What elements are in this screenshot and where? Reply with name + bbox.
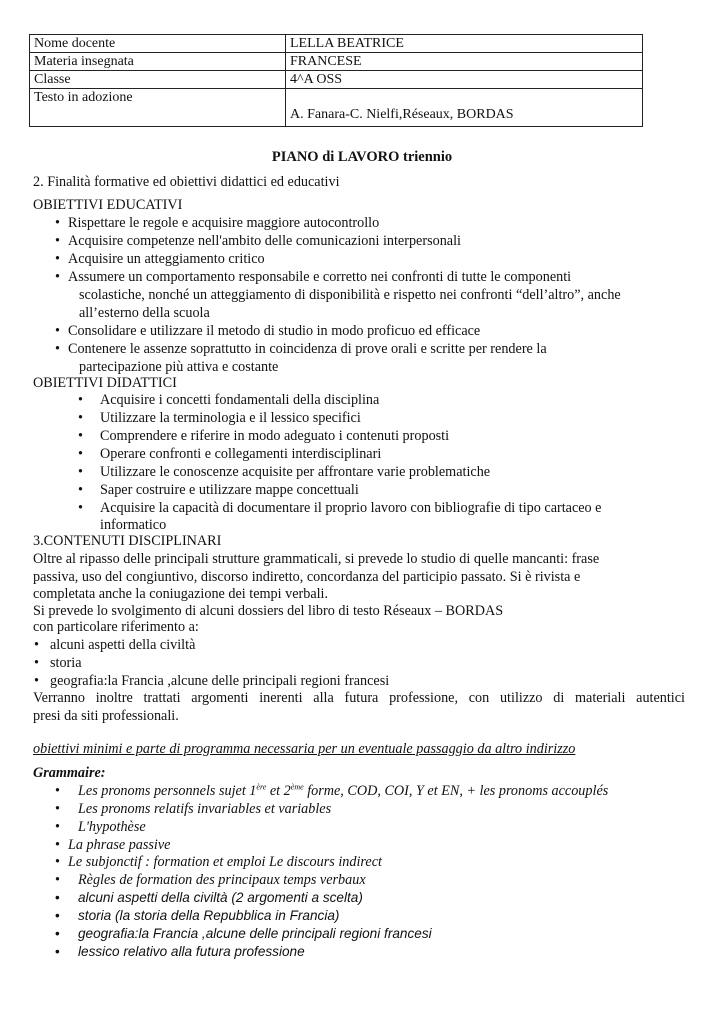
section-heading: 2. Finalità formative ed obiettivi didattici ed educativi [33, 174, 340, 190]
table-key: Nome docente [30, 35, 286, 53]
list-item: • geografia:la Francia ,alcune delle principali regioni francesi [34, 673, 390, 689]
list-item: • Acquisire un atteggiamento critico [55, 251, 265, 267]
bullet-icon: • [55, 854, 60, 870]
bullet-icon: • [34, 637, 39, 653]
bullet-icon: • [55, 323, 60, 339]
bullet-icon: • [55, 341, 60, 357]
paragraph-line: completata anche la coniugazione dei tempi verbali. [33, 586, 329, 602]
list-item: • lessico relativo alla futura professione [55, 944, 305, 959]
list-item: • Règles de formation des principaux temps verbaux [55, 872, 366, 888]
list-item: • Acquisire i concetti fondamentali della disciplina [78, 392, 380, 408]
page-title: PIANO di LAVORO triennio [271, 149, 453, 165]
list-item: • La phrase passive [55, 837, 171, 853]
bullet-icon: • [55, 215, 60, 231]
table-row [30, 71, 643, 89]
list-item: • Utilizzare le conoscenze acquisite per affrontare varie problematiche [78, 464, 491, 480]
table-value: LELLA BEATRICE [286, 35, 643, 53]
bullet-icon: • [78, 428, 83, 444]
list-item-continuation: informatico [100, 517, 167, 533]
bullet-icon: • [55, 890, 60, 905]
table-key: Classe [30, 71, 286, 89]
table-row [30, 53, 643, 71]
list-item: • Operare confronti e collegamenti interdisciplinari [78, 446, 382, 462]
list-item: • L'hypothèse [55, 819, 146, 835]
educativi-heading: OBIETTIVI EDUCATIVI [33, 197, 183, 213]
bullet-icon: • [55, 233, 60, 249]
paragraph-line: Oltre al ripasso delle principali strutture grammaticali, si prevede lo studio di quelle mancanti: frase [33, 551, 600, 567]
list-item: • alcuni aspetti della civiltà (2 argomenti a scelta) [55, 890, 363, 905]
info-table [29, 34, 643, 127]
bullet-icon: • [78, 464, 83, 480]
bullet-icon: • [55, 269, 60, 285]
bullet-icon: • [55, 801, 60, 817]
bullet-icon: • [55, 251, 60, 267]
bullet-icon: • [78, 446, 83, 462]
table-key: Testo in adozione [30, 89, 286, 127]
didattici-heading: OBIETTIVI DIDATTICI [33, 375, 177, 391]
bullet-icon: • [55, 837, 60, 853]
bullet-icon: • [78, 410, 83, 426]
list-item: • alcuni aspetti della civiltà [34, 637, 196, 653]
table-row [30, 89, 643, 127]
table-key: Materia insegnata [30, 53, 286, 71]
list-item-continuation: partecipazione più attiva e costante [79, 359, 279, 375]
list-item: • Acquisire la capacità di documentare il proprio lavoro con bibliografie di tipo cartaceo e [78, 500, 602, 516]
list-item: • storia [34, 655, 82, 671]
list-item-continuation: all’esterno della scuola [79, 305, 210, 321]
minimi-heading: obiettivi minimi e parte di programma necessaria per un eventuale passaggio da altro indirizzo [33, 741, 576, 757]
bullet-icon: • [55, 783, 60, 799]
list-item: • Les pronoms personnels sujet 1ère et 2ème forme, COD, COI, Y et EN, + les pronoms accouplés [55, 782, 609, 799]
grammaire-heading: Grammaire: [33, 765, 106, 781]
list-item: • Consolidare e utilizzare il metodo di studio in modo proficuo ed efficace [55, 323, 481, 339]
bullet-icon: • [55, 908, 60, 923]
bullet-icon: • [34, 655, 39, 671]
paragraph-line: con particolare riferimento a: [33, 619, 199, 635]
bullet-icon: • [78, 482, 83, 498]
bullet-icon: • [55, 872, 60, 888]
paragraph-line: passiva, uso del congiuntivo, discorso indiretto, concordanza del participio passato. Si è rivista e [33, 569, 581, 585]
table-row [30, 35, 643, 53]
list-item: • Saper costruire e utilizzare mappe concettuali [78, 482, 359, 498]
bullet-icon: • [78, 392, 83, 408]
list-item: • Rispettare le regole e acquisire maggiore autocontrollo [55, 215, 380, 231]
list-item: • Le subjonctif : formation et emploi Le discours indirect [55, 854, 382, 870]
list-item: • Acquisire competenze nell'ambito delle comunicazioni interpersonali [55, 233, 461, 249]
list-item: • geografia:la Francia ,alcune delle principali regioni francesi [55, 926, 432, 941]
table-value: A. Fanara-C. Nielfi,Réseaux, BORDAS [286, 89, 643, 127]
list-item-continuation: scolastiche, nonché un atteggiamento di disponibilità e rispetto nei confronti “dell’altro”, anche [79, 287, 621, 303]
bullet-icon: • [55, 944, 60, 959]
paragraph-line: presi da siti professionali. [33, 708, 179, 724]
paragraph-line: Si prevede lo svolgimento di alcuni dossiers del libro di testo Réseaux – BORDAS [33, 603, 504, 619]
table-value: 4^A OSS [286, 71, 643, 89]
list-item: • Les pronoms relatifs invariables et variables [55, 801, 332, 817]
bullet-icon: • [34, 673, 39, 689]
table-value: FRANCESE [286, 53, 643, 71]
list-item: • Utilizzare la terminologia e il lessico specifici [78, 410, 361, 426]
paragraph-line: Verranno inoltre trattati argomenti inerenti alla futura professione, con utilizzo di materiali autentici [33, 690, 685, 706]
bullet-icon: • [55, 819, 60, 835]
list-item: • storia (la storia della Repubblica in Francia) [55, 908, 340, 923]
list-item: • Contenere le assenze soprattutto in coincidenza di prove orali e scritte per rendere la [55, 341, 547, 357]
list-item: • Assumere un comportamento responsabile e corretto nei confronti di tutte le componenti [55, 269, 572, 285]
bullet-icon: • [78, 500, 83, 516]
list-item: • Comprendere e riferire in modo adeguato i contenuti proposti [78, 428, 450, 444]
bullet-icon: • [55, 926, 60, 941]
contenuti-heading: 3.CONTENUTI DISCIPLINARI [33, 533, 222, 549]
